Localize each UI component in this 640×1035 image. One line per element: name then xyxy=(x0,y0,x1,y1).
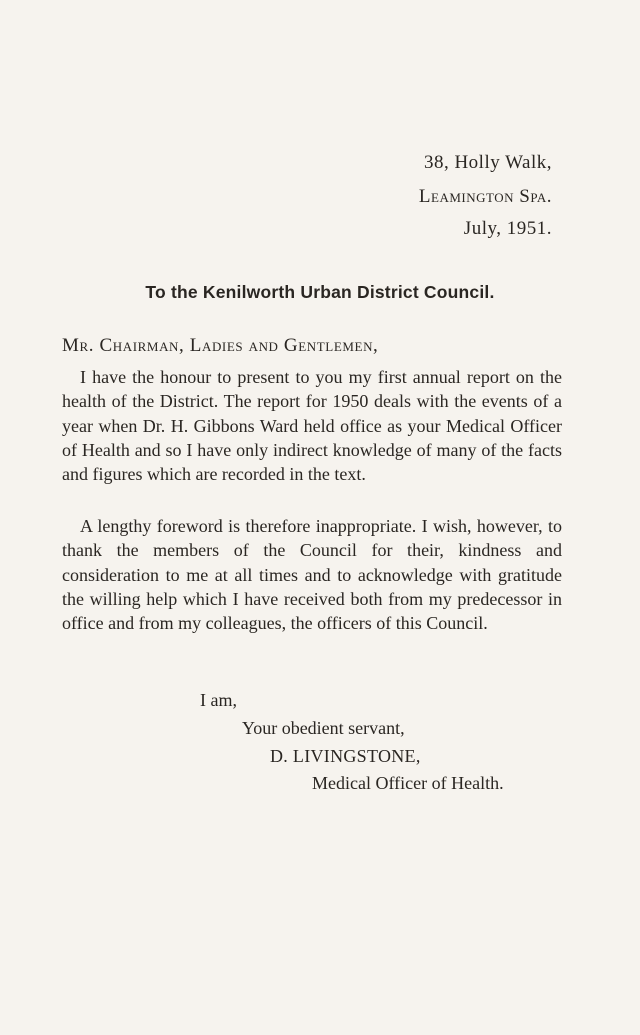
paragraph-2: A lengthy foreword is therefore inappropriate. I wish, however, to thank the members of the Council for their, kindness and consideration to me at all times and to acknowledge with gratitude the willing help which I have received both from my predecessor in office and from my colleagues, the officers of this Council. xyxy=(62,516,562,634)
signature-title: Medical Officer of Health. xyxy=(312,773,504,793)
paragraph-1: I have the honour to present to you my first annual report on the health of the District. The report for 1950 deals with the events of a year when Dr. H. Gibbons Ward held office as your Medical Officer of Health and so I have only indirect knowledge of many of the facts and figures which are recorded in the text. xyxy=(62,367,562,485)
salutation: Mr. Chairman, Ladies and Gentlemen, xyxy=(62,335,379,356)
address-street: 38, Holly Walk, xyxy=(423,152,552,173)
closing-i-am: I am, xyxy=(200,690,237,710)
closing-servant: Your obedient servant, xyxy=(242,718,405,738)
signature-name: D. LIVINGSTONE, xyxy=(270,746,421,766)
letter-heading: To the Kenilworth Urban District Council. xyxy=(145,282,495,302)
letter-date: July, 1951. xyxy=(463,218,552,239)
address-town: Leamington Spa. xyxy=(418,186,552,207)
